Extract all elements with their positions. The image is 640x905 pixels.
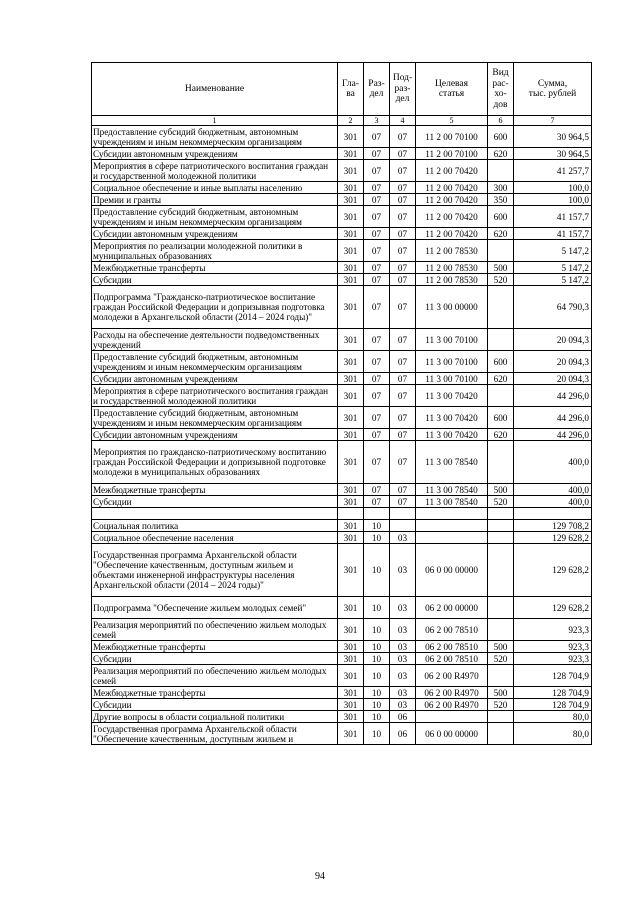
- row-podrazdel: 07: [390, 351, 416, 373]
- row-expense-type: [488, 665, 514, 687]
- row-expense-type: [488, 723, 514, 745]
- row-name: Субсидии автономным учреждениям: [92, 228, 338, 240]
- row-glava: 301: [338, 597, 364, 619]
- row-name: Субсидии автономным учреждениям: [92, 373, 338, 385]
- row-razdel: 07: [364, 286, 390, 329]
- header-expense-type: Вид рас- хо- дов: [488, 63, 514, 116]
- row-razdel: 10: [364, 699, 390, 711]
- row-target-item: 06 2 00 78510: [416, 619, 488, 641]
- row-razdel: 07: [364, 441, 390, 484]
- row-razdel: 07: [364, 182, 390, 194]
- row-amount: 128 704,9: [514, 699, 592, 711]
- row-glava: 301: [338, 329, 364, 351]
- row-podrazdel: 03: [390, 532, 416, 544]
- row-glava: 301: [338, 407, 364, 429]
- table-row: [92, 532, 592, 544]
- row-expense-type: [488, 240, 514, 262]
- row-name: Подпрограмма "Обеспечение жильем молодых семей": [92, 597, 338, 619]
- row-amount: 44 296,0: [514, 385, 592, 407]
- row-amount: 100,0: [514, 194, 592, 206]
- column-number: 5: [416, 116, 488, 126]
- row-name: Реализация мероприятий по обеспечению жильем молодых семей: [92, 665, 338, 687]
- row-name: Предоставление субсидий бюджетным, автономным учреждениям и иным некоммерческим организациям: [92, 407, 338, 429]
- row-target-item: 11 2 00 70420: [416, 182, 488, 194]
- row-amount: 80,0: [514, 723, 592, 745]
- row-expense-type: [488, 520, 514, 532]
- row-glava: 301: [338, 160, 364, 182]
- table-row: [92, 687, 592, 699]
- row-glava: 301: [338, 351, 364, 373]
- row-expense-type: 600: [488, 206, 514, 228]
- row-amount: 923,3: [514, 653, 592, 665]
- table-row: [92, 520, 592, 532]
- row-amount: 128 704,9: [514, 665, 592, 687]
- table-row: [92, 240, 592, 262]
- row-amount: 129 708,2: [514, 520, 592, 532]
- row-glava: 301: [338, 148, 364, 160]
- row-amount: 44 296,0: [514, 429, 592, 441]
- row-target-item: 06 0 00 00000: [416, 723, 488, 745]
- row-amount: 129 628,2: [514, 532, 592, 544]
- row-name: Социальное обеспечение и иные выплаты населению: [92, 182, 338, 194]
- row-target-item: 11 2 00 70420: [416, 206, 488, 228]
- row-glava: 301: [338, 665, 364, 687]
- row-expense-type: [488, 286, 514, 329]
- table-row: [92, 544, 592, 597]
- row-glava: 301: [338, 429, 364, 441]
- row-podrazdel: 03: [390, 619, 416, 641]
- row-amount: 5 147,2: [514, 262, 592, 274]
- row-expense-type: [488, 597, 514, 619]
- row-name: Предоставление субсидий бюджетным, автономным учреждениям и иным некоммерческим организациям: [92, 126, 338, 148]
- table-row: [92, 699, 592, 711]
- row-name: Мероприятия в сфере патриотического воспитания граждан и государственной молодежной политики: [92, 160, 338, 182]
- row-podrazdel: 03: [390, 653, 416, 665]
- row-razdel: 07: [364, 484, 390, 496]
- row-name: Субсидии: [92, 653, 338, 665]
- row-target-item: 06 2 00 R4970: [416, 665, 488, 687]
- row-name: Предоставление субсидий бюджетным, автономным учреждениям и иным некоммерческим организациям: [92, 206, 338, 228]
- row-razdel: 07: [364, 429, 390, 441]
- row-glava: 301: [338, 723, 364, 745]
- row-razdel: 10: [364, 711, 390, 723]
- column-number: 3: [364, 116, 390, 126]
- table-row: [92, 351, 592, 373]
- row-target-item: 11 3 00 70100: [416, 351, 488, 373]
- table-row: [92, 619, 592, 641]
- row-expense-type: 600: [488, 126, 514, 148]
- row-target-item: [416, 508, 488, 520]
- column-number-row: [92, 116, 592, 126]
- row-podrazdel: 03: [390, 699, 416, 711]
- table-row: [92, 148, 592, 160]
- row-name: Субсидии: [92, 274, 338, 286]
- row-podrazdel: 06: [390, 711, 416, 723]
- row-amount: 20 094,3: [514, 373, 592, 385]
- row-expense-type: 620: [488, 429, 514, 441]
- row-target-item: 06 2 00 R4970: [416, 699, 488, 711]
- row-razdel: 10: [364, 687, 390, 699]
- table-row: [92, 182, 592, 194]
- row-expense-type: 500: [488, 262, 514, 274]
- row-amount: 5 147,2: [514, 240, 592, 262]
- row-name: Государственная программа Архангельской области "Обеспечение качественным, доступным жильем и: [92, 723, 338, 745]
- row-razdel: 10: [364, 641, 390, 653]
- row-podrazdel: 07: [390, 182, 416, 194]
- row-expense-type: 520: [488, 653, 514, 665]
- row-amount: 923,3: [514, 619, 592, 641]
- row-expense-type: 600: [488, 407, 514, 429]
- row-amount: 64 790,3: [514, 286, 592, 329]
- header-amount: Сумма, тыс. рублей: [514, 63, 592, 116]
- row-glava: 301: [338, 126, 364, 148]
- row-glava: 301: [338, 194, 364, 206]
- row-amount: [514, 508, 592, 520]
- row-podrazdel: 03: [390, 687, 416, 699]
- row-amount: 41 157,7: [514, 206, 592, 228]
- row-expense-type: 600: [488, 351, 514, 373]
- row-podrazdel: 07: [390, 194, 416, 206]
- row-razdel: 07: [364, 262, 390, 274]
- row-razdel: 07: [364, 329, 390, 351]
- row-razdel: 07: [364, 206, 390, 228]
- row-target-item: 11 3 00 78540: [416, 484, 488, 496]
- row-podrazdel: 07: [390, 240, 416, 262]
- row-glava: 301: [338, 441, 364, 484]
- row-podrazdel: 07: [390, 329, 416, 351]
- row-podrazdel: 03: [390, 665, 416, 687]
- row-glava: 301: [338, 484, 364, 496]
- table-row: [92, 228, 592, 240]
- table-row: [92, 274, 592, 286]
- row-target-item: 11 3 00 78540: [416, 441, 488, 484]
- row-amount: 80,0: [514, 711, 592, 723]
- row-amount: 128 704,9: [514, 687, 592, 699]
- page-number: 94: [315, 871, 325, 882]
- row-target-item: 11 2 00 78530: [416, 274, 488, 286]
- table-row: [92, 723, 592, 745]
- row-name: Мероприятия по реализации молодежной политики в муниципальных образованиях: [92, 240, 338, 262]
- row-glava: 301: [338, 544, 364, 597]
- row-glava: 301: [338, 699, 364, 711]
- row-name: Межбюджетные трансферты: [92, 484, 338, 496]
- row-target-item: 11 3 00 00000: [416, 286, 488, 329]
- row-glava: 301: [338, 228, 364, 240]
- table-row: [92, 160, 592, 182]
- row-expense-type: 500: [488, 484, 514, 496]
- row-podrazdel: 07: [390, 407, 416, 429]
- header-name: Наименование: [92, 63, 338, 116]
- row-razdel: 10: [364, 665, 390, 687]
- row-expense-type: 620: [488, 373, 514, 385]
- row-razdel: 07: [364, 496, 390, 508]
- row-target-item: 06 2 00 00000: [416, 597, 488, 619]
- row-target-item: [416, 532, 488, 544]
- row-glava: 301: [338, 496, 364, 508]
- row-target-item: [416, 520, 488, 532]
- row-name: Премии и гранты: [92, 194, 338, 206]
- row-amount: 5 147,2: [514, 274, 592, 286]
- row-razdel: 07: [364, 194, 390, 206]
- row-razdel: 07: [364, 351, 390, 373]
- row-target-item: 11 2 00 78530: [416, 240, 488, 262]
- row-expense-type: [488, 711, 514, 723]
- row-glava: 301: [338, 182, 364, 194]
- row-amount: 20 094,3: [514, 329, 592, 351]
- row-razdel: 07: [364, 126, 390, 148]
- row-podrazdel: 03: [390, 641, 416, 653]
- row-podrazdel: 07: [390, 126, 416, 148]
- row-glava: 301: [338, 619, 364, 641]
- row-razdel: [364, 508, 390, 520]
- row-glava: 301: [338, 641, 364, 653]
- table-row: [92, 206, 592, 228]
- row-expense-type: [488, 160, 514, 182]
- row-target-item: 11 2 00 70420: [416, 160, 488, 182]
- row-glava: 301: [338, 385, 364, 407]
- table-row: [92, 429, 592, 441]
- table-row: [92, 194, 592, 206]
- row-podrazdel: [390, 508, 416, 520]
- row-amount: 100,0: [514, 182, 592, 194]
- row-target-item: 06 0 00 00000: [416, 544, 488, 597]
- table-row: [92, 373, 592, 385]
- row-name: Субсидии: [92, 699, 338, 711]
- header-podrazdel: Под- раз- дел: [390, 63, 416, 116]
- row-amount: 30 964,5: [514, 148, 592, 160]
- table-row: [92, 441, 592, 484]
- row-razdel: 07: [364, 228, 390, 240]
- table-row: [92, 262, 592, 274]
- row-razdel: 10: [364, 597, 390, 619]
- row-target-item: 11 2 00 70100: [416, 126, 488, 148]
- row-target-item: 11 2 00 78530: [416, 262, 488, 274]
- row-podrazdel: 07: [390, 206, 416, 228]
- row-podrazdel: 07: [390, 441, 416, 484]
- row-expense-type: 620: [488, 228, 514, 240]
- row-razdel: 07: [364, 240, 390, 262]
- row-target-item: 11 3 00 70420: [416, 429, 488, 441]
- table-row: [92, 597, 592, 619]
- row-podrazdel: [390, 520, 416, 532]
- row-expense-type: [488, 441, 514, 484]
- row-razdel: 07: [364, 274, 390, 286]
- row-name: Межбюджетные трансферты: [92, 641, 338, 653]
- table-body: [92, 126, 592, 745]
- header-glava: Гла- ва: [338, 63, 364, 116]
- row-target-item: 06 2 00 78510: [416, 641, 488, 653]
- row-name: Мероприятия в сфере патриотического воспитания граждан и государственной молодежной политики: [92, 385, 338, 407]
- row-expense-type: 300: [488, 182, 514, 194]
- column-number: 6: [488, 116, 514, 126]
- row-podrazdel: 07: [390, 286, 416, 329]
- row-name: Субсидии автономным учреждениям: [92, 429, 338, 441]
- row-razdel: 07: [364, 385, 390, 407]
- row-podrazdel: 07: [390, 228, 416, 240]
- header-target-item: Целевая статья: [416, 63, 488, 116]
- table-row: [92, 508, 592, 520]
- row-podrazdel: 06: [390, 723, 416, 745]
- row-glava: 301: [338, 206, 364, 228]
- row-razdel: 07: [364, 373, 390, 385]
- row-expense-type: [488, 508, 514, 520]
- row-name: Предоставление субсидий бюджетным, автономным учреждениям и иным некоммерческим организациям: [92, 351, 338, 373]
- row-name: Субсидии: [92, 496, 338, 508]
- row-name: Социальное обеспечение населения: [92, 532, 338, 544]
- row-amount: 41 157,7: [514, 228, 592, 240]
- table-row: [92, 126, 592, 148]
- table-row: [92, 286, 592, 329]
- header-razdel: Раз- дел: [364, 63, 390, 116]
- row-target-item: 11 3 00 70420: [416, 385, 488, 407]
- row-razdel: 10: [364, 619, 390, 641]
- row-glava: 301: [338, 653, 364, 665]
- row-name: Государственная программа Архангельской области "Обеспечение качественным, доступным жильем и объектами инженерной инфраструктуры населения Архангельской области (2014 – 2024 годы)": [92, 544, 338, 597]
- column-number: 1: [92, 116, 338, 126]
- row-target-item: 06 2 00 R4970: [416, 687, 488, 699]
- budget-table: [91, 62, 592, 745]
- table-row: [92, 329, 592, 351]
- row-target-item: 11 2 00 70420: [416, 228, 488, 240]
- row-name: Подпрограмма "Гражданско-патриотическое воспитание граждан Российской Федерации и допризывная подготовка молодежи в Архангельской области (2014 – 2024 годы)": [92, 286, 338, 329]
- row-name: Расходы на обеспечение деятельности подведомственных учреждений: [92, 329, 338, 351]
- row-glava: [338, 508, 364, 520]
- row-razdel: 10: [364, 653, 390, 665]
- row-name: Мероприятия по гражданско-патриотическому воспитанию граждан Российской Федерации и допризывной подготовке молодежи в муниципальных образованиях: [92, 441, 338, 484]
- row-podrazdel: 03: [390, 544, 416, 597]
- row-razdel: 07: [364, 160, 390, 182]
- row-razdel: 10: [364, 532, 390, 544]
- row-razdel: 07: [364, 407, 390, 429]
- row-name: Социальная политика: [92, 520, 338, 532]
- row-amount: 129 628,2: [514, 544, 592, 597]
- row-name: Субсидии автономным учреждениям: [92, 148, 338, 160]
- row-amount: 400,0: [514, 496, 592, 508]
- row-amount: 41 257,7: [514, 160, 592, 182]
- row-razdel: 07: [364, 148, 390, 160]
- row-glava: 301: [338, 262, 364, 274]
- row-target-item: 11 3 00 70100: [416, 329, 488, 351]
- row-glava: 301: [338, 687, 364, 699]
- row-razdel: 10: [364, 723, 390, 745]
- row-target-item: 11 3 00 78540: [416, 496, 488, 508]
- row-glava: 301: [338, 240, 364, 262]
- table-header-row: [92, 63, 592, 116]
- row-target-item: 11 3 00 70420: [416, 407, 488, 429]
- row-glava: 301: [338, 520, 364, 532]
- row-expense-type: 520: [488, 274, 514, 286]
- row-podrazdel: 07: [390, 429, 416, 441]
- row-glava: 301: [338, 274, 364, 286]
- row-glava: 301: [338, 373, 364, 385]
- row-podrazdel: 07: [390, 484, 416, 496]
- table-row: [92, 496, 592, 508]
- row-target-item: [416, 711, 488, 723]
- row-expense-type: 500: [488, 687, 514, 699]
- table-row: [92, 641, 592, 653]
- row-podrazdel: 07: [390, 274, 416, 286]
- row-podrazdel: 07: [390, 496, 416, 508]
- row-glava: 301: [338, 286, 364, 329]
- row-name: Реализация мероприятий по обеспечению жильем молодых семей: [92, 619, 338, 641]
- row-podrazdel: 07: [390, 148, 416, 160]
- row-expense-type: 520: [488, 496, 514, 508]
- table-row: [92, 385, 592, 407]
- row-razdel: 10: [364, 520, 390, 532]
- row-expense-type: 520: [488, 699, 514, 711]
- budget-table-page: [91, 62, 591, 745]
- table-row: [92, 484, 592, 496]
- row-glava: 301: [338, 711, 364, 723]
- row-podrazdel: 07: [390, 262, 416, 274]
- column-number: 2: [338, 116, 364, 126]
- column-number: 7: [514, 116, 592, 126]
- row-target-item: 11 3 00 70100: [416, 373, 488, 385]
- row-amount: 400,0: [514, 484, 592, 496]
- row-podrazdel: 03: [390, 597, 416, 619]
- row-amount: 44 296,0: [514, 407, 592, 429]
- row-target-item: 11 2 00 70100: [416, 148, 488, 160]
- row-expense-type: [488, 544, 514, 597]
- row-podrazdel: 07: [390, 373, 416, 385]
- table-row: [92, 653, 592, 665]
- row-expense-type: 350: [488, 194, 514, 206]
- row-expense-type: [488, 385, 514, 407]
- row-name: Межбюджетные трансферты: [92, 687, 338, 699]
- row-target-item: 06 2 00 78510: [416, 653, 488, 665]
- column-number: 4: [390, 116, 416, 126]
- row-podrazdel: 07: [390, 385, 416, 407]
- row-name: Межбюджетные трансферты: [92, 262, 338, 274]
- row-name: [92, 508, 338, 520]
- row-expense-type: [488, 619, 514, 641]
- row-expense-type: [488, 532, 514, 544]
- row-expense-type: 620: [488, 148, 514, 160]
- table-row: [92, 407, 592, 429]
- table-row: [92, 711, 592, 723]
- row-amount: 400,0: [514, 441, 592, 484]
- row-target-item: 11 2 00 70420: [416, 194, 488, 206]
- row-glava: 301: [338, 532, 364, 544]
- row-razdel: 10: [364, 544, 390, 597]
- row-amount: 923,3: [514, 641, 592, 653]
- table-row: [92, 665, 592, 687]
- row-amount: 30 964,5: [514, 126, 592, 148]
- row-amount: 20 094,3: [514, 351, 592, 373]
- row-podrazdel: 07: [390, 160, 416, 182]
- row-expense-type: [488, 329, 514, 351]
- row-amount: 129 628,2: [514, 597, 592, 619]
- row-expense-type: 500: [488, 641, 514, 653]
- row-name: Другие вопросы в области социальной политики: [92, 711, 338, 723]
